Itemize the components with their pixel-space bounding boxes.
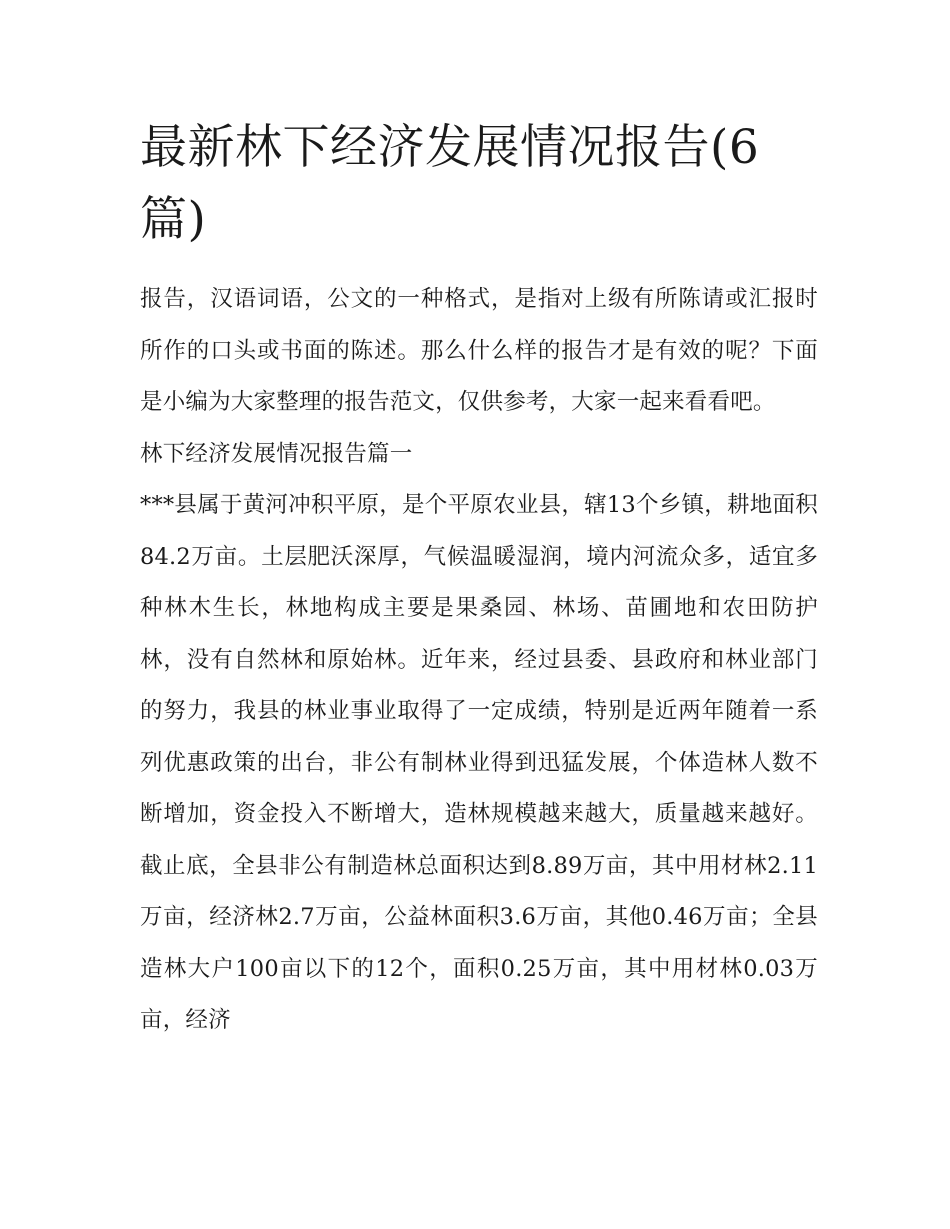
section-heading: 林下经济发展情况报告篇一 (140, 440, 413, 467)
section-paragraph: ***县属于黄河冲积平原，是个平原农业县，辖13个乡镇，耕地面积84.2万亩。土层肥沃深厚，气候温暖湿润，境内河流众多，适宜多种林木生长，林地构成主要是果桑园、林场、苗圃地和农田防护林，没有自然林和原始林。近年来，经过县委、县政府和林业部门的努力，我县的林业事业取得了一定成绩，特别是近两年随着一系列优惠政策的出台，非公有制林业得到迅猛发展，个体造林人数不断增加，资金投入不断增大，造林规模越来越大，质量越来越好。截止底，全县非公有制造林总面积达到8.89万亩，其中用材林2.11万亩，经济林2.7万亩，公益林面积3.6万亩，其他0.46万亩；全县造林大户100亩以下的12个，面积0.25万亩，其中用材林0.03万亩，经济 (140, 492, 818, 1033)
document-body (140, 274, 818, 1047)
intro-paragraph: 报告，汉语词语，公文的一种格式，是指对上级有所陈请或汇报时所作的口头或书面的陈述。那么什么样的报告才是有效的呢？下面是小编为大家整理的报告范文，仅供参考，大家一起来看看吧。 (140, 286, 818, 415)
document-title: 最新林下经济发展情况报告(6篇) (140, 120, 760, 247)
